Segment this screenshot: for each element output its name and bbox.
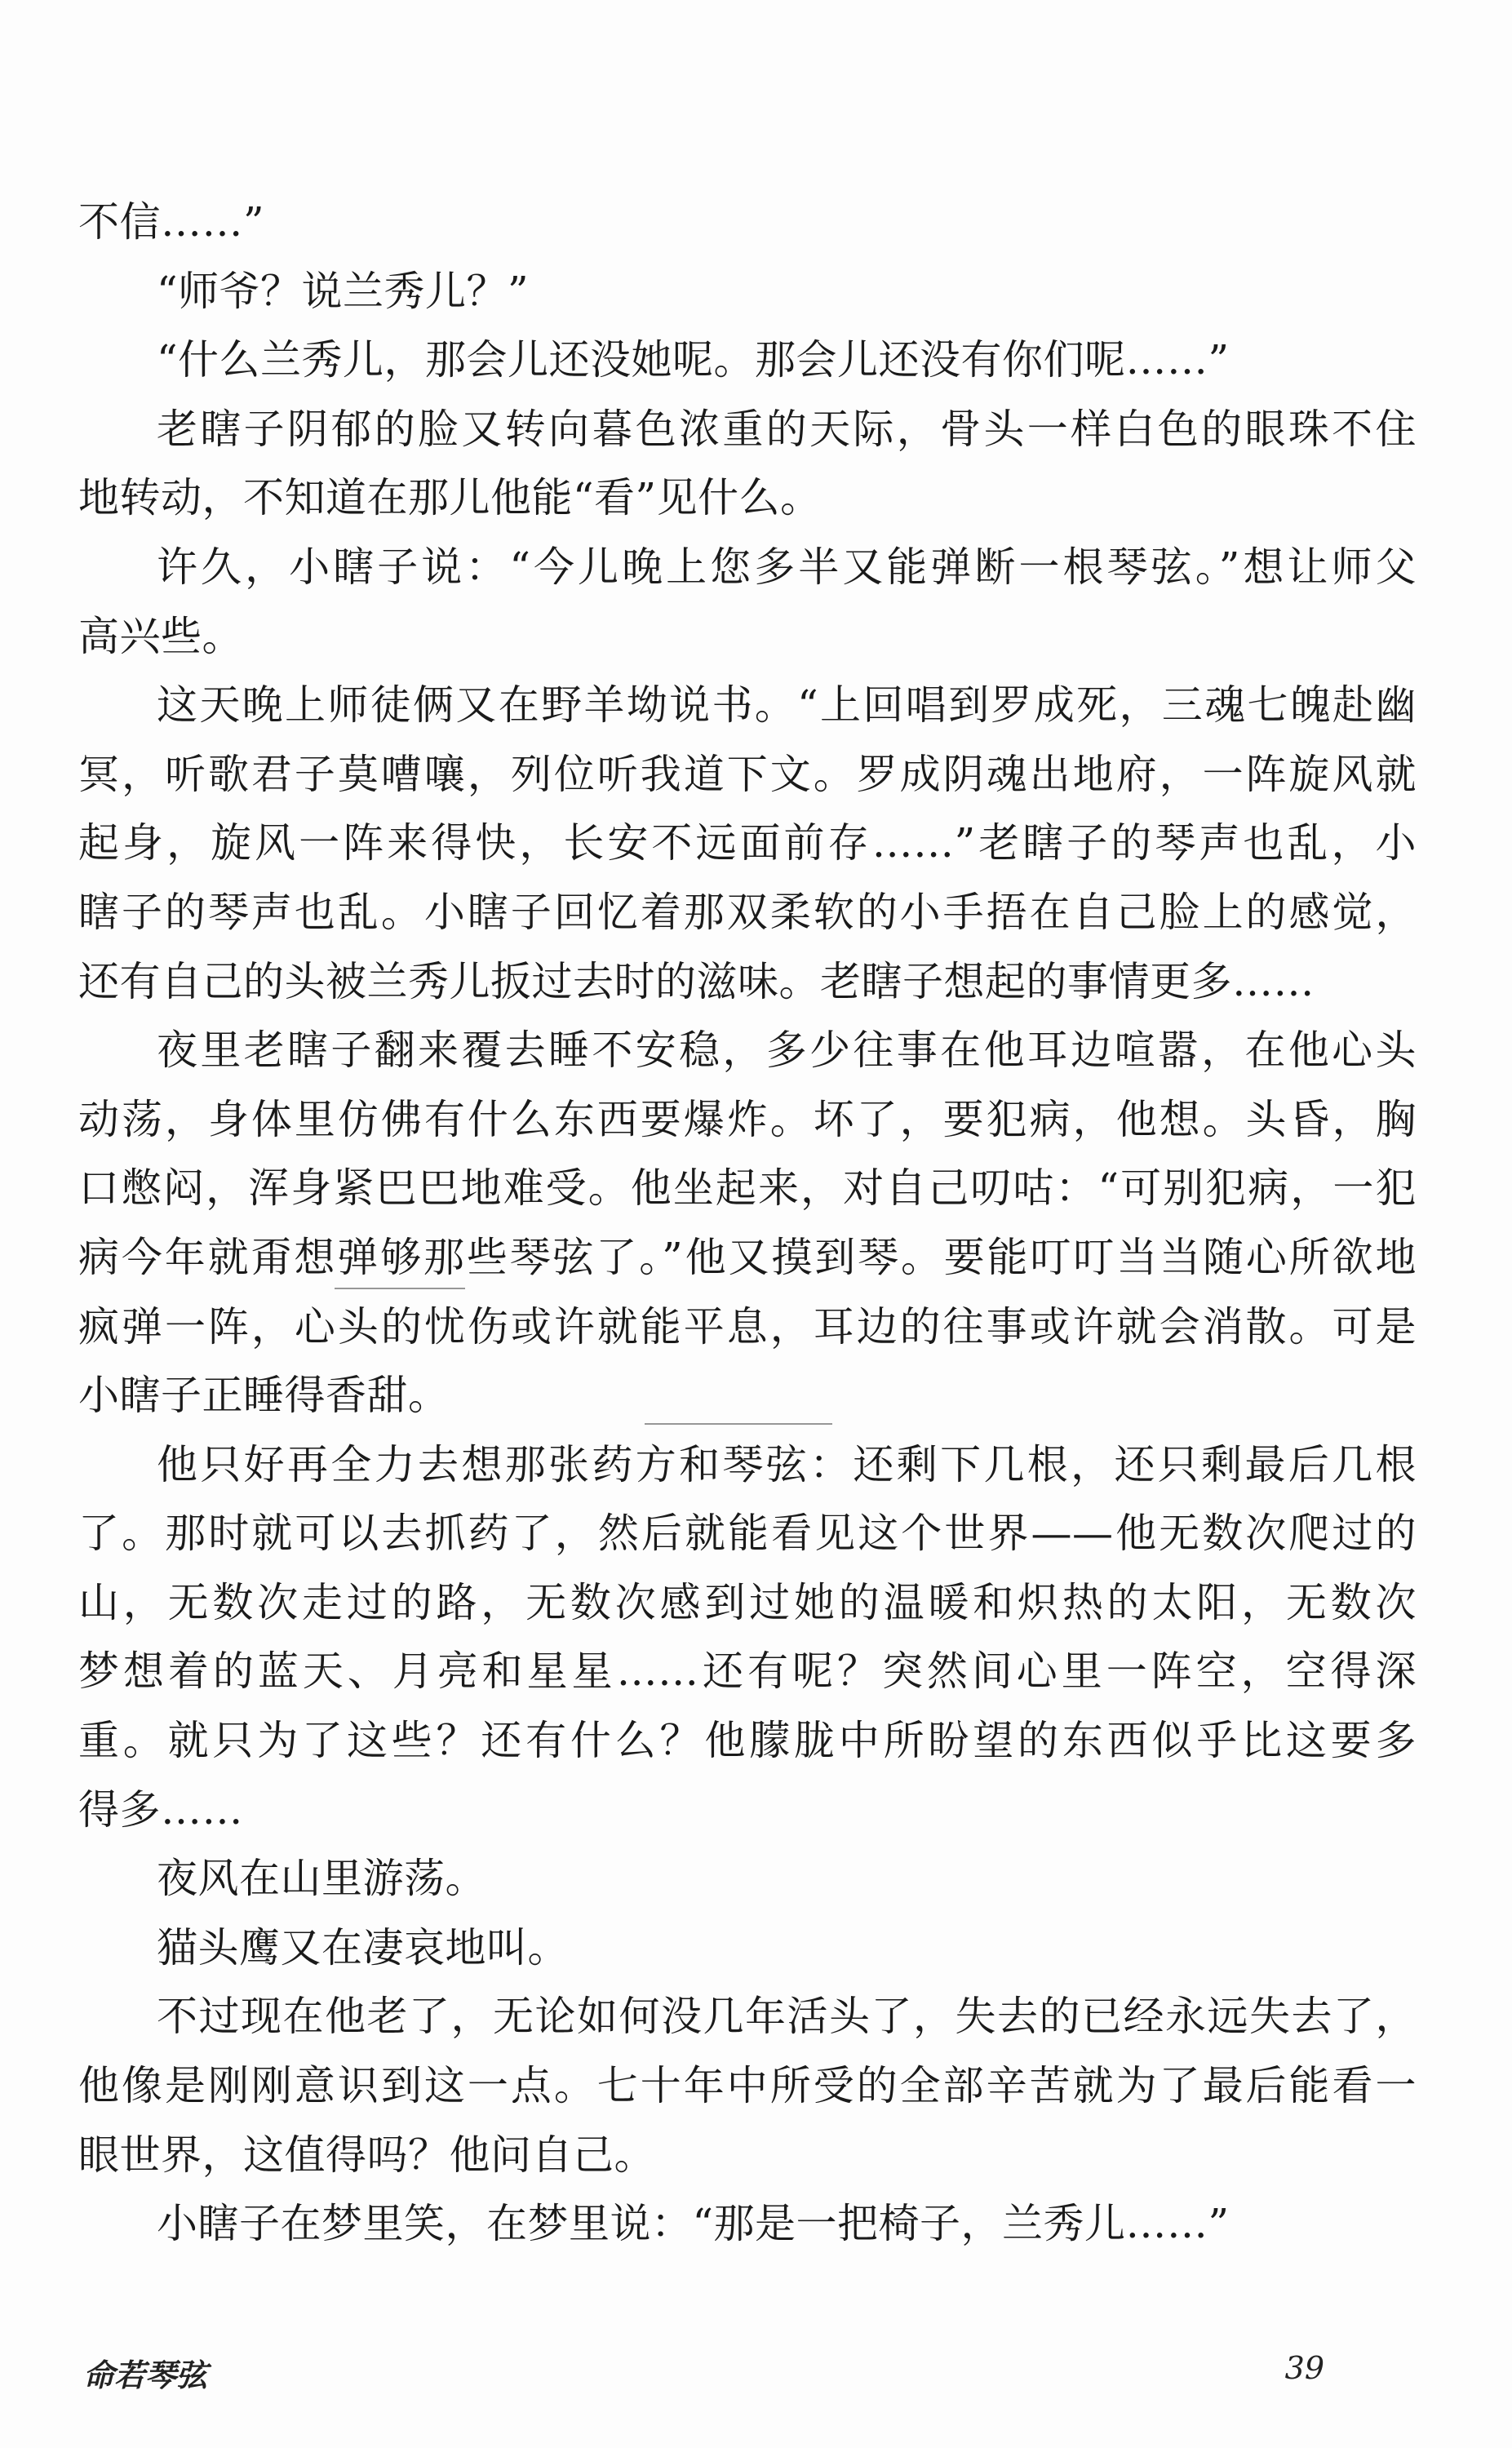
scan-artifact-line xyxy=(335,1288,465,1289)
scan-artifact-line xyxy=(645,1423,832,1425)
text-line: 夜风在山里游荡。 xyxy=(157,1855,486,1903)
text-line: 老瞎子阴郁的脸又转向暮色浓重的天际，骨头一样白色的眼珠不住 xyxy=(157,405,1417,453)
text-line: 夜里老瞎子翻来覆去睡不安稳，多少往事在他耳边喧嚣，在他心头 xyxy=(157,1027,1417,1075)
text-line: “什么兰秀儿，那会儿还没她呢。那会儿还没有你们呢……” xyxy=(157,336,1230,384)
text-line: 疯弹一阵，心头的忧伤或许就能平息，耳边的往事或许就会消散。可是 xyxy=(78,1302,1417,1350)
text-line: 不信……” xyxy=(78,198,265,246)
text-line: 口憋闷，浑身紧巴巴地难受。他坐起来，对自己叨咕：“可别犯病，一犯 xyxy=(78,1164,1417,1213)
text-line: 他像是刚刚意识到这一点。七十年中所受的全部辛苦就为了最后能看一 xyxy=(78,2062,1417,2110)
text-line: 得多…… xyxy=(78,1785,243,1834)
text-line: 还有自己的头被兰秀儿扳过去时的滋味。老瞎子想起的事情更多…… xyxy=(78,957,1315,1005)
running-footer-title: 命若琴弦 xyxy=(83,2357,208,2393)
text-line: 瞎子的琴声也乱。小瞎子回忆着那双柔软的小手捂在自己脸上的感觉， xyxy=(78,888,1417,936)
text-line: 重。就只为了这些？还有什么？他朦胧中所盼望的东西似乎比这要多 xyxy=(78,1717,1417,1765)
text-line: 了。那时就可以去抓药了，然后就能看见这个世界——他无数次爬过的 xyxy=(78,1510,1417,1558)
text-line: 冥，听歌君子莫嘈嚷，列位听我道下文。罗成阴魂出地府，一阵旋风就 xyxy=(78,750,1417,798)
text-line: 这天晚上师徒俩又在野羊坳说书。“上回唱到罗成死，三魂七魄赴幽 xyxy=(157,681,1417,730)
text-line: 许久，小瞎子说：“今儿晚上您多半又能弹断一根琴弦。”想让师父 xyxy=(157,543,1417,591)
text-line: 起身，旋风一阵来得快，长安不远面前存……”老瞎子的琴声也乱，小 xyxy=(78,819,1417,867)
text-line: 猫头鹰又在凄哀地叫。 xyxy=(157,1923,569,1971)
text-line: 不过现在他老了，无论如何没几年活头了，失去的已经永远失去了， xyxy=(157,1993,1417,2041)
page-number: 39 xyxy=(1284,2350,1324,2386)
text-line: 眼世界，这值得吗？他问自己。 xyxy=(78,2131,655,2179)
text-line: 山，无数次走过的路，无数次感到过她的温暖和炽热的太阳，无数次 xyxy=(78,1578,1417,1626)
text-line: 病今年就甭想弹够那些琴弦了。”他又摸到琴。要能叮叮当当随心所欲地 xyxy=(78,1233,1417,1281)
text-line: 梦想着的蓝天、月亮和星星……还有呢？突然间心里一阵空，空得深 xyxy=(78,1648,1417,1696)
text-line: 高兴些。 xyxy=(78,612,243,660)
text-line: 地转动，不知道在那儿他能“看”见什么。 xyxy=(78,474,822,522)
text-line: 小瞎子正睡得香甜。 xyxy=(78,1372,450,1420)
text-line: 动荡，身体里仿佛有什么东西要爆炸。坏了，要犯病，他想。头昏，胸 xyxy=(78,1095,1417,1143)
text-line: 小瞎子在梦里笑，在梦里说：“那是一把椅子，兰秀儿……” xyxy=(157,2200,1230,2248)
body-text xyxy=(78,188,1417,2259)
text-line: 他只好再全力去想那张药方和琴弦：还剩下几根，还只剩最后几根 xyxy=(157,1440,1417,1488)
text-line: “师爷？说兰秀儿？” xyxy=(157,267,530,315)
